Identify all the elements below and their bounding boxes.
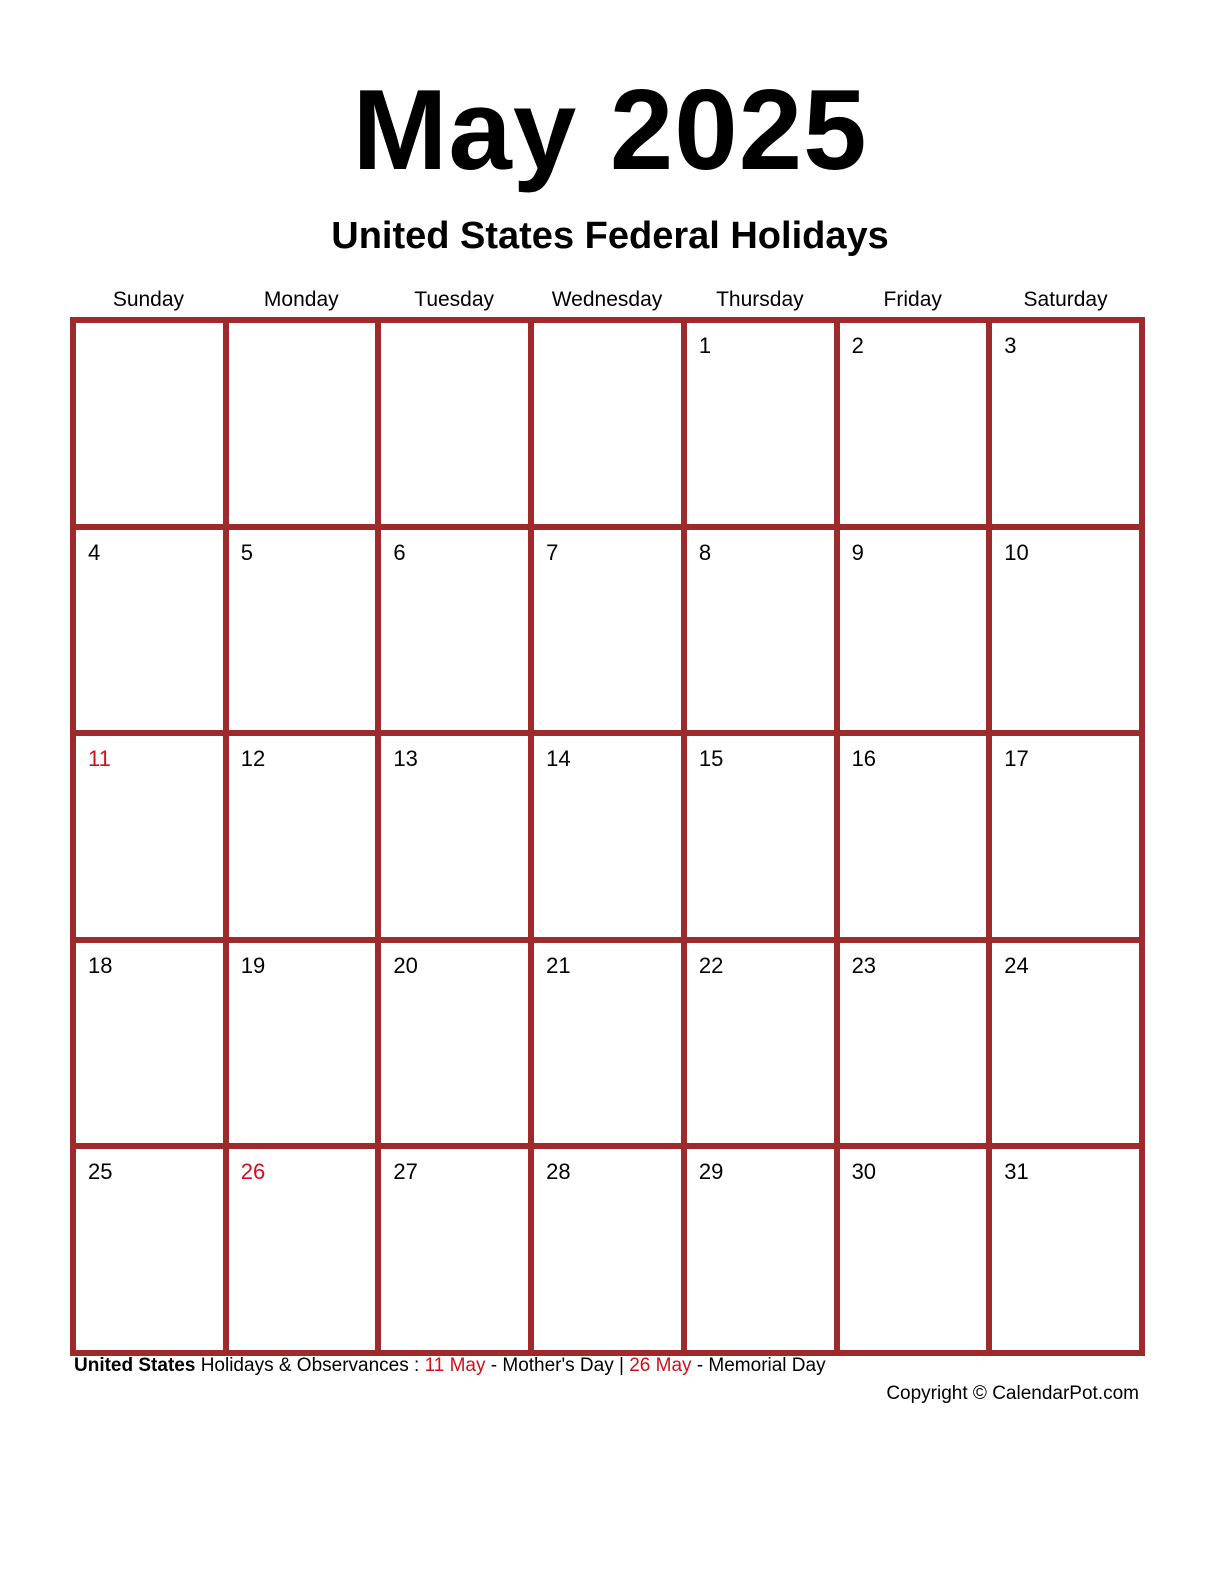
- day-cell: [229, 323, 376, 524]
- day-cell: [534, 736, 681, 937]
- day-cell: [687, 1149, 834, 1350]
- day-cell: [992, 1149, 1139, 1350]
- day-number: 9: [851, 539, 864, 565]
- weekday-thursday: Thursday: [716, 288, 804, 311]
- footer-holiday-date: 26 May: [629, 1355, 692, 1376]
- footer-holiday-name: - Mother's Day: [485, 1355, 614, 1376]
- day-number: 8: [698, 539, 712, 565]
- day-cell: [840, 1149, 987, 1350]
- day-number: 6: [393, 539, 406, 565]
- holiday-footer: [74, 1353, 826, 1379]
- day-number: 3: [1004, 333, 1017, 358]
- day-number: 29: [698, 1159, 724, 1185]
- calendar-grid: [70, 317, 1145, 1356]
- copyright-text: Copyright © CalendarPot.com: [886, 1383, 1139, 1404]
- footer-label: Holidays & Observances :: [195, 1355, 425, 1376]
- weekday-saturday: Saturday: [1023, 288, 1108, 311]
- day-number: 4: [88, 539, 101, 565]
- day-cell: [534, 943, 681, 1144]
- day-cell: [534, 323, 681, 524]
- day-cell: [76, 736, 223, 937]
- day-number: 25: [88, 1159, 113, 1185]
- holiday-day-number: 11: [88, 746, 111, 772]
- footer-holiday-date: 11 May: [424, 1355, 486, 1376]
- day-cell: [229, 943, 376, 1144]
- footer-separator: |: [613, 1355, 630, 1376]
- weekday-sunday: Sunday: [112, 288, 185, 311]
- day-cell: [229, 1149, 376, 1350]
- day-number: 22: [698, 952, 724, 978]
- day-number: 17: [1004, 746, 1029, 772]
- day-cell: [840, 943, 987, 1144]
- day-number: 15: [698, 746, 724, 772]
- day-cell: [687, 736, 834, 937]
- day-cell: [381, 1149, 528, 1350]
- day-number: 30: [851, 1159, 877, 1185]
- page-title: May 2025: [352, 67, 868, 194]
- day-number: 20: [393, 952, 418, 978]
- weekday-header-row: [72, 285, 1142, 315]
- day-cell: [992, 736, 1139, 937]
- day-cell: [76, 323, 223, 524]
- day-number: 1: [698, 333, 712, 358]
- day-number: 14: [546, 746, 571, 772]
- day-number: 5: [240, 539, 253, 565]
- day-number: 16: [851, 746, 877, 772]
- footer-country: United States: [74, 1355, 196, 1376]
- day-number: 18: [88, 952, 113, 978]
- day-cell: [381, 530, 528, 731]
- day-cell: [840, 530, 987, 731]
- weekday-monday: Monday: [263, 288, 339, 311]
- day-number: 21: [546, 952, 571, 978]
- day-cell: [229, 530, 376, 731]
- day-cell: [687, 530, 834, 731]
- day-cell: [534, 530, 681, 731]
- day-number: 12: [240, 746, 266, 772]
- holiday-day-number: 26: [240, 1159, 266, 1185]
- day-cell: [534, 1149, 681, 1350]
- day-cell: [840, 323, 987, 524]
- day-number: 28: [546, 1159, 571, 1185]
- day-cell: [840, 736, 987, 937]
- day-number: 24: [1004, 952, 1029, 978]
- weekday-tuesday: Tuesday: [414, 288, 495, 311]
- day-number: 23: [851, 952, 877, 978]
- day-cell: [381, 943, 528, 1144]
- day-cell: [76, 1149, 223, 1350]
- page-subtitle: United States Federal Holidays: [331, 215, 889, 257]
- day-number: 31: [1004, 1159, 1029, 1185]
- day-cell: [76, 943, 223, 1144]
- day-number: 2: [851, 333, 864, 358]
- weekday-friday: Friday: [883, 288, 942, 311]
- day-cell: [381, 736, 528, 937]
- day-cell: [76, 530, 223, 731]
- footer-holiday-name: - Memorial Day: [691, 1355, 826, 1376]
- day-cell: [992, 530, 1139, 731]
- day-number: 10: [1004, 539, 1029, 565]
- day-cell: [381, 323, 528, 524]
- weekday-wednesday: Wednesday: [551, 288, 663, 311]
- day-cell: [687, 943, 834, 1144]
- day-number: 7: [546, 539, 559, 565]
- day-cell: [992, 943, 1139, 1144]
- day-number: 13: [393, 746, 418, 772]
- day-number: 27: [393, 1159, 418, 1185]
- day-cell: [992, 323, 1139, 524]
- day-number: 19: [240, 952, 266, 978]
- day-cell: [687, 323, 834, 524]
- day-cell: [229, 736, 376, 937]
